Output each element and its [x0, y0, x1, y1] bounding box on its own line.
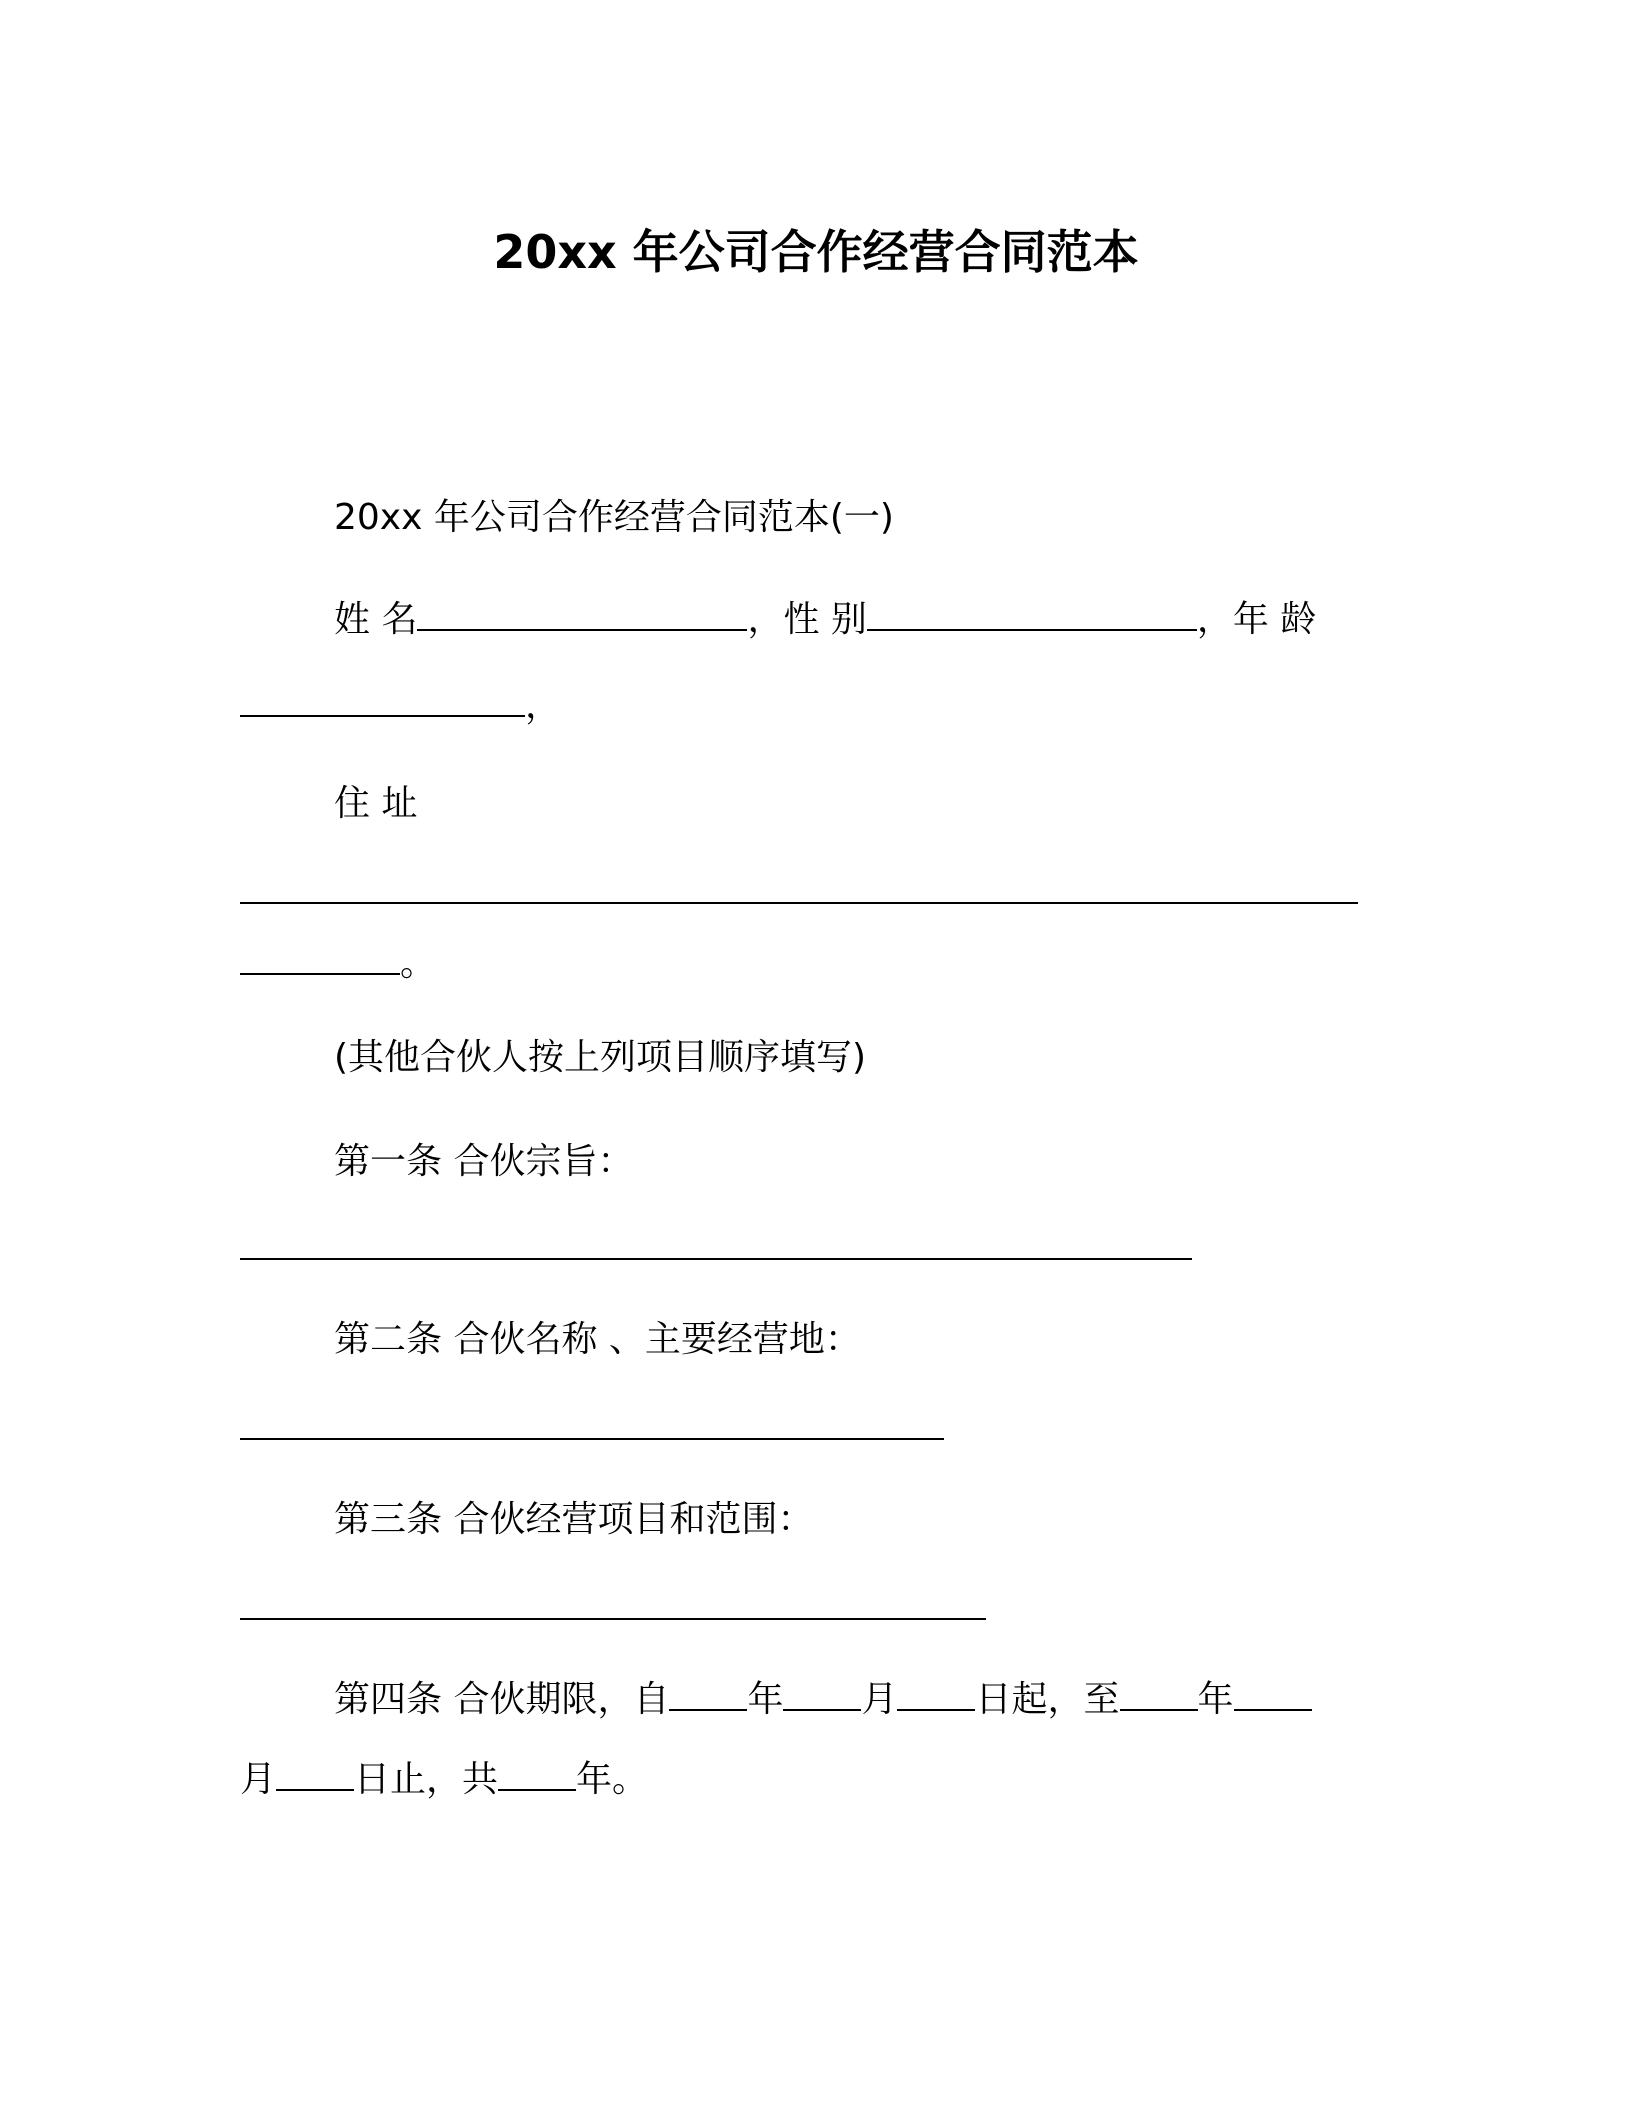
- personal-info-row: [334, 596, 1316, 644]
- age-label: ，年 龄: [1196, 599, 1317, 640]
- end-month-blank: [1234, 1679, 1312, 1711]
- address-blank-line-1: [240, 902, 1358, 904]
- start-month-blank: [783, 1679, 861, 1711]
- end-month-label: 月: [240, 1759, 277, 1800]
- partners-note: (其他合伙人按上列项目顺序填写): [334, 1037, 867, 1078]
- start-day-blank: [897, 1679, 975, 1711]
- end-day-blank: [276, 1759, 354, 1791]
- end-year-blank: [1120, 1679, 1198, 1711]
- article-1: 第一条 合伙宗旨：: [334, 1141, 634, 1182]
- start-year-blank: [669, 1679, 747, 1711]
- article-4-line-2: [240, 1756, 648, 1804]
- start-year-label: 年: [747, 1679, 784, 1720]
- start-day-label: 日起，至: [975, 1679, 1120, 1720]
- start-month-label: 月: [861, 1679, 898, 1720]
- address-label: 住 址: [334, 783, 418, 824]
- article-2-blank: [240, 1438, 944, 1440]
- end-day-label: 日止，共: [354, 1759, 499, 1800]
- article-4-line-1: [334, 1676, 1312, 1724]
- article-3-blank: [240, 1618, 986, 1620]
- name-blank: [417, 599, 747, 631]
- address-blank-line-2: [240, 943, 400, 975]
- total-years-label: 年。: [576, 1759, 649, 1800]
- total-years-blank: [498, 1759, 576, 1791]
- age-row: [240, 682, 561, 730]
- address-period: 。: [400, 943, 437, 984]
- address-row-2: [240, 940, 436, 988]
- article-2: 第二条 合伙名称 、主要经营地：: [334, 1319, 861, 1360]
- end-year-label: 年: [1197, 1679, 1234, 1720]
- article-3: 第三条 合伙经营项目和范围：: [334, 1499, 814, 1540]
- document-subtitle: 20xx 年公司合作经营合同范本(一): [334, 497, 894, 538]
- document-title: 20xx 年公司合作经营合同范本: [493, 225, 1139, 279]
- article-4-prefix: 第四条 合伙期限，自: [334, 1679, 670, 1720]
- name-label: 姓 名: [334, 599, 418, 640]
- age-comma: ，: [525, 685, 562, 726]
- age-blank: [240, 685, 525, 717]
- gender-blank: [867, 599, 1197, 631]
- gender-label: ，性 别: [747, 599, 867, 640]
- article-1-blank: [240, 1258, 1192, 1260]
